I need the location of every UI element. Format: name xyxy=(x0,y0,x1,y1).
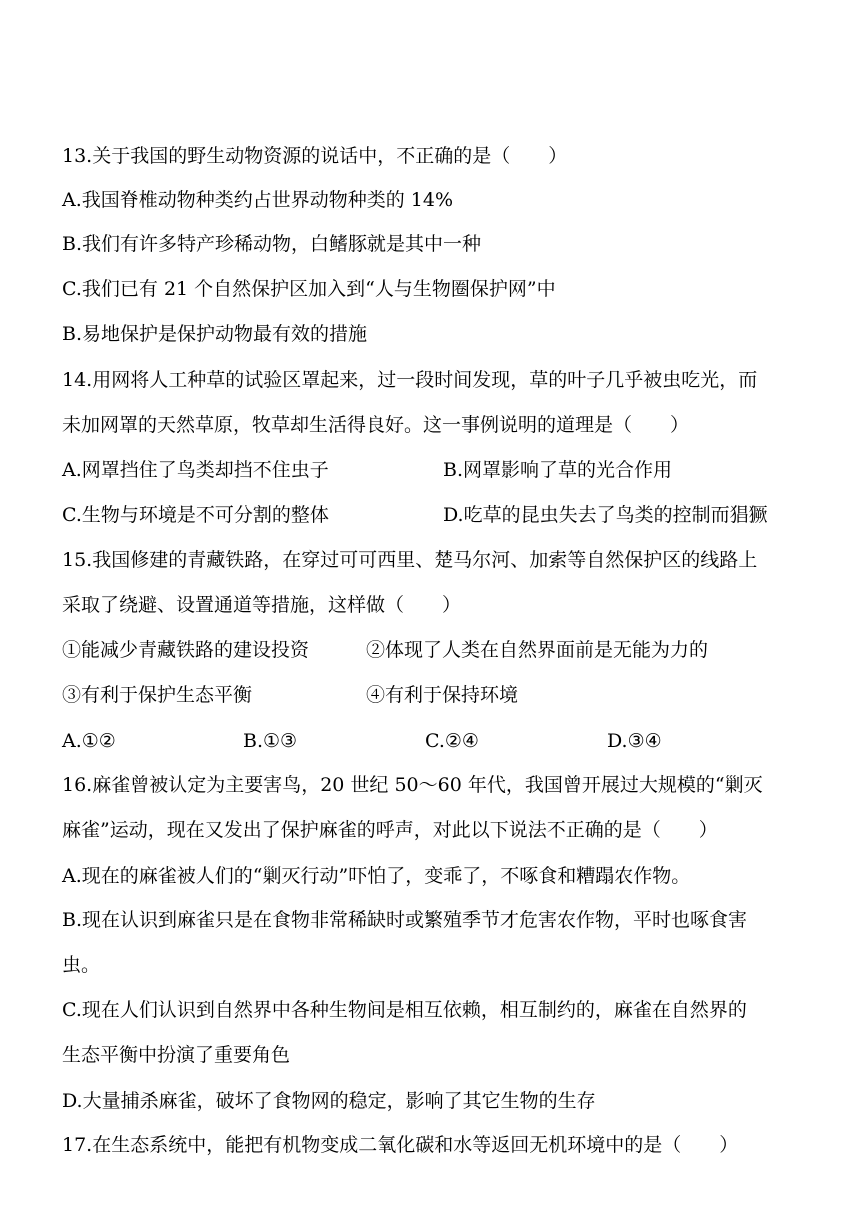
question-15-option-c: C.②④ xyxy=(425,730,479,752)
question-15-option-b: B.①③ xyxy=(243,730,298,752)
question-14-option-c: C.生物与环境是不可分割的整体 xyxy=(62,504,329,526)
question-13-option-d: B.易地保护是保护动物最有效的措施 xyxy=(62,323,368,345)
question-16-option-b-line-1: B.现在认识到麻雀只是在食物非常稀缺时或繁殖季节才危害农作物，平时也啄食害 xyxy=(62,909,748,931)
question-13-stem: 13.关于我国的野生动物资源的说话中，不正确的是（ ） xyxy=(62,145,568,167)
question-16-option-c-line-2: 生态平衡中扮演了重要角色 xyxy=(62,1044,291,1066)
question-13-option-b: B.我们有许多特产珍稀动物，白鳍豚就是其中一种 xyxy=(62,233,482,255)
question-13-option-a: A.我国脊椎动物种类约占世界动物种类的 14% xyxy=(62,189,454,211)
question-14-option-b: B.网罩影响了草的光合作用 xyxy=(443,459,673,481)
question-15-option-a: A.①② xyxy=(62,730,116,752)
question-15-statement-4: ④有利于保持环境 xyxy=(366,684,519,706)
question-15-stem-line-2: 采取了绕避、设置通道等措施，这样做（ ） xyxy=(62,594,462,616)
question-15-stem-line-1: 15.我国修建的青藏铁路，在穿过可可西里、楚马尔河、加索等自然保护区的线路上 xyxy=(62,549,758,571)
question-16-stem-line-2: 麻雀”运动，现在又发出了保护麻雀的呼声，对此以下说法不正确的是（ ） xyxy=(62,819,718,841)
question-14-stem-line-2: 未加网罩的天然草原，牧草却生活得良好。这一事例说明的道理是（ ） xyxy=(62,414,690,436)
question-17-stem: 17.在生态系统中，能把有机物变成二氧化碳和水等返回无机环境中的是（ ） xyxy=(62,1134,739,1156)
question-15-option-d: D.③④ xyxy=(607,730,662,752)
question-14-option-d: D.吃草的昆虫失去了鸟类的控制而猖獗 xyxy=(443,504,768,526)
question-16-option-d: D.大量捕杀麻雀，破坏了食物网的稳定，影响了其它生物的生存 xyxy=(62,1090,596,1112)
question-14-option-a: A.网罩挡住了鸟类却挡不住虫子 xyxy=(62,459,329,481)
question-15-statement-3: ③有利于保护生态平衡 xyxy=(62,684,253,706)
question-16-stem-line-1: 16.麻雀曾被认定为主要害鸟，20 世纪 50～60 年代，我国曾开展过大规模的“剿灭 xyxy=(62,774,763,796)
question-16-option-b-line-2: 虫。 xyxy=(62,954,101,976)
question-14-stem-line-1: 14.用网将人工种草的试验区罩起来，过一段时间发现，草的叶子几乎被虫吃光，而 xyxy=(62,369,758,391)
question-13-option-c: C.我们已有 21 个自然保护区加入到“人与生物圈保护网”中 xyxy=(62,278,556,300)
question-15-statement-2: ②体现了人类在自然界面前是无能为力的 xyxy=(366,639,709,661)
question-16-option-c-line-1: C.现在人们认识到自然界中各种生物间是相互依赖，相互制约的，麻雀在自然界的 xyxy=(62,999,747,1021)
question-15-statement-1: ①能减少青藏铁路的建设投资 xyxy=(62,639,310,661)
question-16-option-a: A.现在的麻雀被人们的“剿灭行动”吓怕了，变乖了，不啄食和糟蹋农作物。 xyxy=(62,865,691,887)
